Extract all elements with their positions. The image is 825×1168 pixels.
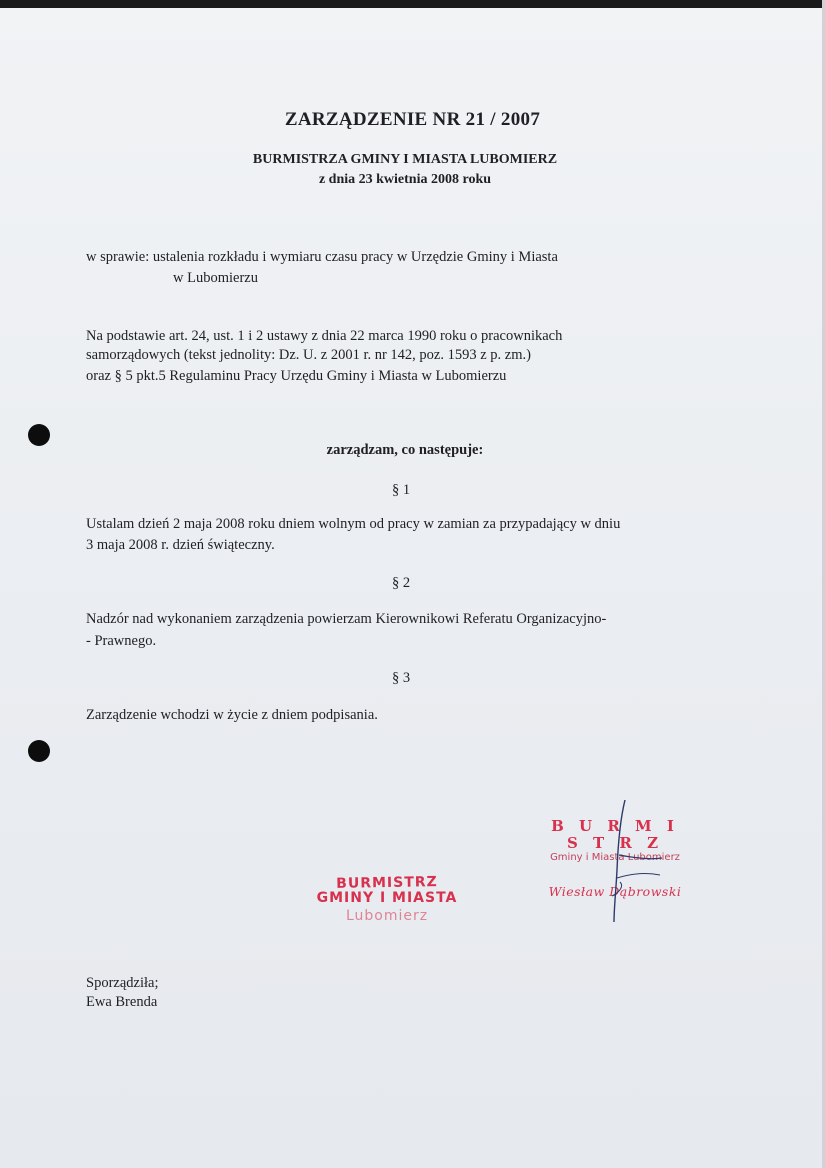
handwritten-signature — [590, 800, 690, 925]
section-mark: § 2 — [391, 575, 411, 591]
document-date: z dnia 23 kwietnia 2008 roku — [318, 172, 492, 187]
section-text: Nadzór nad wykonaniem zarządzenia powierzam Kierownikowi Referatu Organizacyjno- — [86, 611, 607, 627]
legal-basis-line: oraz § 5 pkt.5 Regulaminu Pracy Urzędu Gminy i Miasta w Lubomierzu — [86, 368, 507, 384]
stamp-text: Gminy i Miasta Lubomierz — [550, 852, 680, 863]
scan-top-edge — [0, 0, 825, 8]
punch-hole-lower — [28, 740, 50, 762]
legal-basis-line: samorządowych (tekst jednolity: Dz. U. z 2001 r. nr 142, poz. 1593 z p. zm.) — [86, 347, 531, 363]
stamp-text: GMINY I MIASTA — [316, 890, 458, 907]
prepared-by-label: Sporządziła; — [86, 975, 159, 991]
section-text: 3 maja 2008 r. dzień świąteczny. — [86, 537, 275, 553]
stamp-text: Wiesław Dąbrowski — [548, 884, 682, 899]
office-stamp — [307, 876, 467, 924]
section-text: Ustalam dzień 2 maja 2008 roku dniem wolnym od pracy w zamian za przypadający w dniu — [86, 516, 621, 532]
legal-basis-line: Na podstawie art. 24, ust. 1 i 2 ustawy z dnia 22 marca 1990 roku o pracownikach — [86, 328, 563, 344]
stamp-text: BURMISTRZ — [336, 874, 438, 892]
document-title: ZARZĄDZENIE NR 21 / 2007 — [284, 109, 541, 130]
section-mark: § 3 — [391, 670, 411, 686]
stamp-text: B U R M I S T R Z — [551, 817, 679, 852]
ordain-heading: zarządzam, co następuje: — [326, 442, 484, 458]
section-text: - Prawnego. — [86, 633, 157, 649]
section-mark: § 1 — [391, 482, 411, 498]
document-issuer: BURMISTRZA GMINY I MIASTA LUBOMIERZ — [252, 152, 558, 167]
concerning-line: w Lubomierzu — [173, 270, 258, 286]
section-text: Zarządzenie wchodzi w życie z dniem podpisania. — [86, 707, 378, 723]
concerning-line: w sprawie: ustalenia rozkładu i wymiaru czasu pracy w Urzędzie Gminy i Miasta — [86, 249, 558, 265]
stamp-text: Lubomierz — [345, 907, 429, 924]
prepared-by-name: Ewa Brenda — [86, 994, 158, 1010]
